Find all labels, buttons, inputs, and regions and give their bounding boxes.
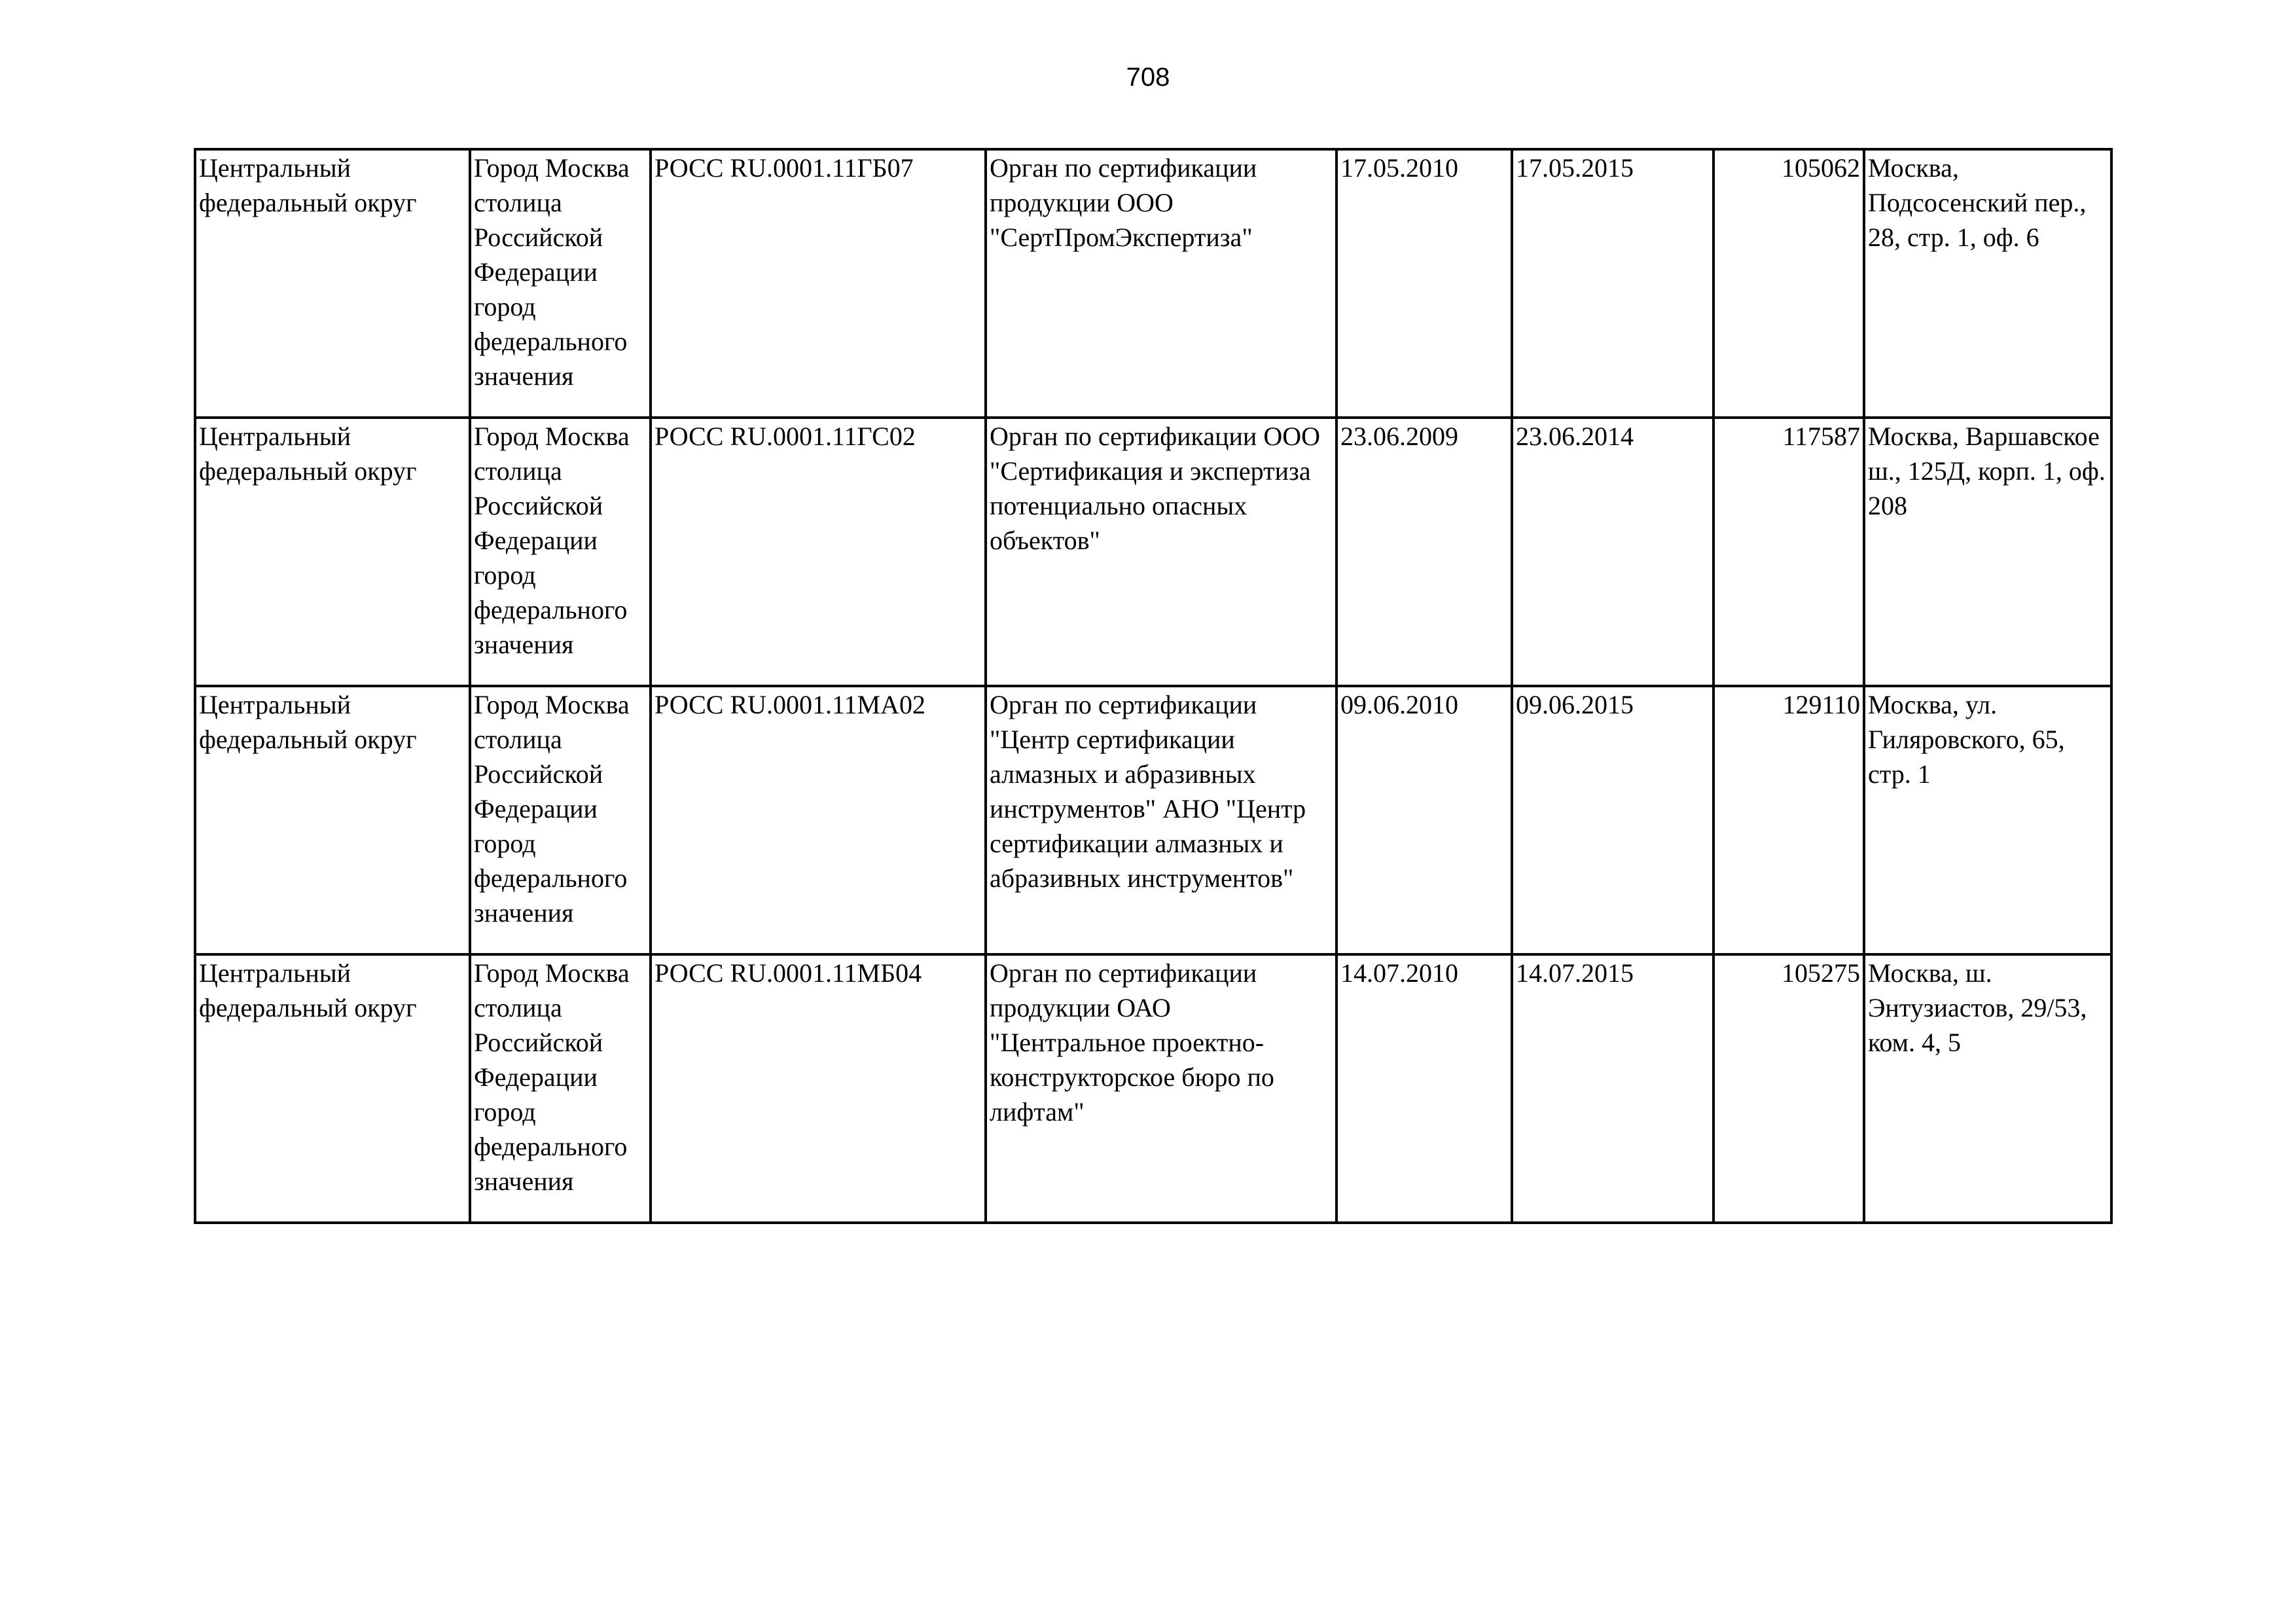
- region-cell: Город Москва столица Российской Федерации город федерального значения: [470, 686, 651, 954]
- address-cell: Москва, ш. Энтузиастов, 29/53, ком. 4, 5: [1864, 954, 2111, 1223]
- table-row: [195, 954, 2111, 1223]
- date-from-cell: 14.07.2010: [1336, 954, 1512, 1223]
- reg-number-cell: РОСС RU.0001.11МБ04: [651, 954, 986, 1223]
- date-to-cell: 14.07.2015: [1512, 954, 1713, 1223]
- region-cell: Город Москва столица Российской Федерации город федерального значения: [470, 954, 651, 1223]
- organization-cell: Орган по сертификации продукции ООО "СертПромЭкспертиза": [986, 149, 1336, 418]
- reg-number-cell: РОСС RU.0001.11ГБ07: [651, 149, 986, 418]
- postal-code-cell: 105275: [1713, 954, 1864, 1223]
- date-from-cell: 23.06.2009: [1336, 418, 1512, 686]
- postal-code-cell: 105062: [1713, 149, 1864, 418]
- postal-code-cell: 129110: [1713, 686, 1864, 954]
- address-cell: Москва, ул. Гиляровского, 65, стр. 1: [1864, 686, 2111, 954]
- address-cell: Москва, Подсосенский пер., 28, стр. 1, оф. 6: [1864, 149, 2111, 418]
- region-cell: Город Москва столица Российской Федерации город федерального значения: [470, 149, 651, 418]
- date-from-cell: 09.06.2010: [1336, 686, 1512, 954]
- district-cell: Центральный федеральный округ: [195, 954, 470, 1223]
- registry-table: [194, 148, 2113, 1224]
- date-to-cell: 09.06.2015: [1512, 686, 1713, 954]
- district-cell: Центральный федеральный округ: [195, 149, 470, 418]
- page-number: 708: [1126, 63, 1170, 92]
- region-cell: Город Москва столица Российской Федерации город федерального значения: [470, 418, 651, 686]
- date-to-cell: 17.05.2015: [1512, 149, 1713, 418]
- table-row: [195, 418, 2111, 686]
- district-cell: Центральный федеральный округ: [195, 686, 470, 954]
- date-to-cell: 23.06.2014: [1512, 418, 1713, 686]
- postal-code-cell: 117587: [1713, 418, 1864, 686]
- date-from-cell: 17.05.2010: [1336, 149, 1512, 418]
- district-cell: Центральный федеральный округ: [195, 418, 470, 686]
- table-row: [195, 686, 2111, 954]
- reg-number-cell: РОСС RU.0001.11ГС02: [651, 418, 986, 686]
- table-row: [195, 149, 2111, 418]
- reg-number-cell: РОСС RU.0001.11МА02: [651, 686, 986, 954]
- organization-cell: Орган по сертификации ООО "Сертификация и экспертиза потенциально опасных объектов": [986, 418, 1336, 686]
- organization-cell: Орган по сертификации продукции ОАО "Центральное проектно-конструкторское бюро по лифтам": [986, 954, 1336, 1223]
- organization-cell: Орган по сертификации "Центр сертификации алмазных и абразивных инструментов" АНО "Центр сертификации алмазных и абразивных инструментов": [986, 686, 1336, 954]
- address-cell: Москва, Варшавское ш., 125Д, корп. 1, оф. 208: [1864, 418, 2111, 686]
